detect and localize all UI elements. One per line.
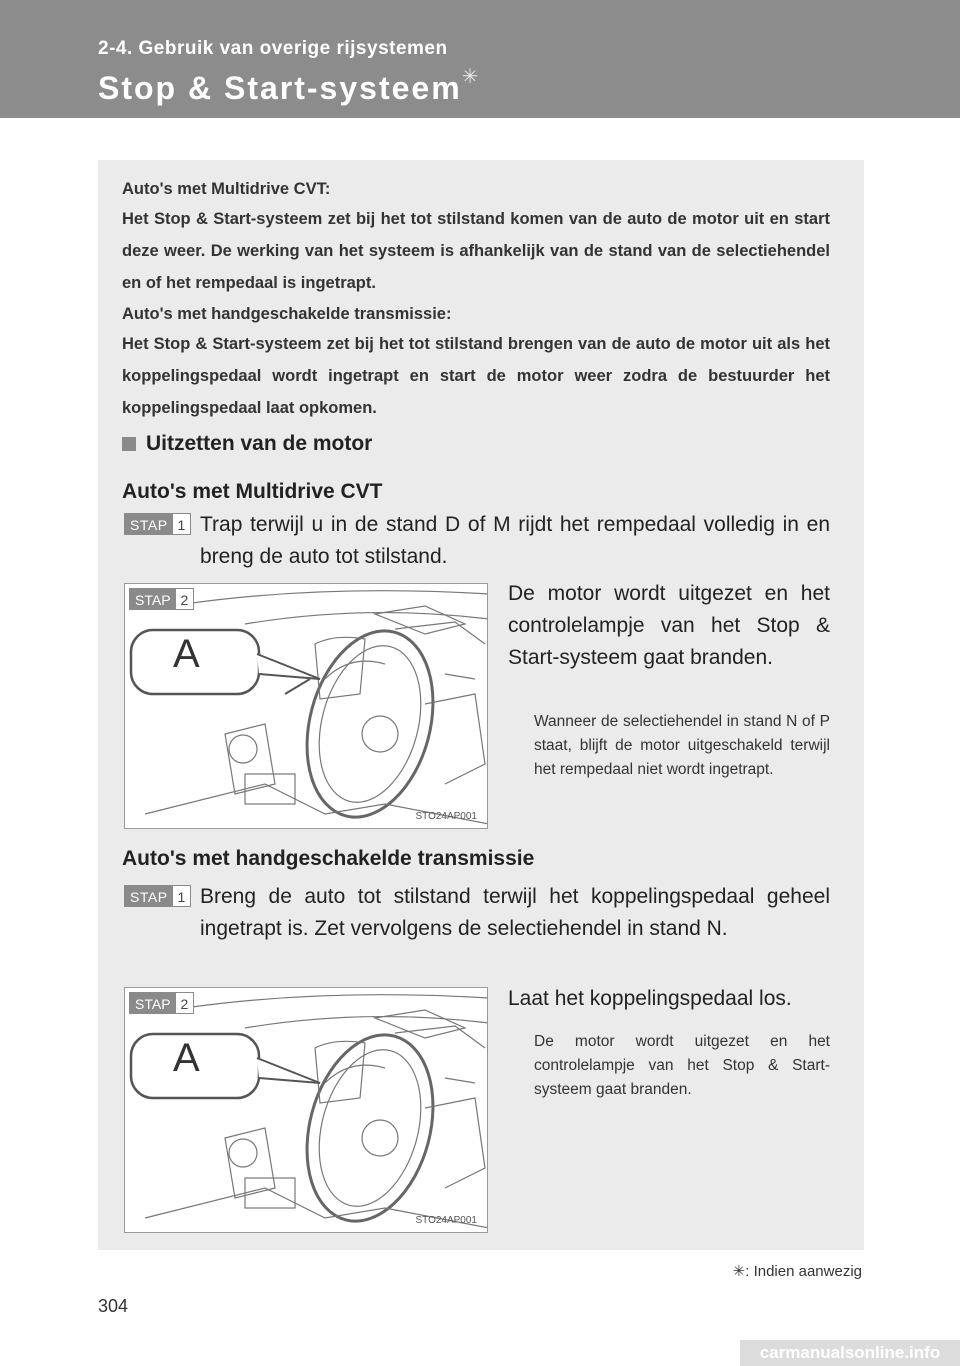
footnote (733, 1262, 862, 1280)
dashboard-drawing (125, 988, 488, 1233)
step-word: STAP (125, 514, 173, 534)
manual-step2-text: Laat het koppelingspedaal los. (508, 987, 792, 1010)
manual-step1-text: Breng de auto tot stilstand terwijl het koppelingspedaal geheel ingetrapt is. Zet vervolgens de selectiehendel in stand N. (200, 885, 830, 940)
cvt-step1-text: Trap terwijl u in de stand D of M rijdt het rempedaal volledig in en breng de auto tot stilstand. (200, 513, 830, 568)
manual-dashboard-illustration (124, 987, 488, 1233)
page-number: 304 (98, 1296, 129, 1316)
section-heading (122, 432, 372, 456)
manual-step2-badge (129, 992, 194, 1014)
cvt-step2-badge (129, 588, 194, 610)
callout-label: A (173, 632, 200, 676)
step-word: STAP (130, 993, 176, 1013)
manual-intro-label: Auto's met handgeschakelde transmissie: (122, 305, 452, 323)
manual-step2-note: De motor wordt uitgezet en het controlelampje van het Stop & Start-systeem gaat branden. (534, 1033, 830, 1098)
manual-intro-text: Het Stop & Start-systeem zet bij het tot stilstand brengen van de auto de motor uit als het koppelingspedaal wordt ingetrapt en start de motor weer zodra de bestuurder het koppelingspedaal laat opkomen. (122, 335, 830, 417)
page-header (0, 0, 960, 118)
step-number: 2 (176, 589, 194, 609)
step-number: 1 (173, 886, 191, 906)
cvt-step1-badge (124, 513, 191, 535)
cvt-step2-text: De motor wordt uitgezet en het controlelampje van het Stop & Start-systeem gaat branden. (508, 582, 830, 669)
step-number: 1 (173, 514, 191, 534)
figure-code: STO24AP001 (415, 1215, 477, 1226)
section-heading-text: Uitzetten van de motor (146, 432, 373, 455)
figure-code: STO24AP001 (415, 811, 477, 822)
watermark: carmanualsonline.info (740, 1340, 960, 1366)
section-label: 2-4. Gebruik van overige rijsystemen (98, 38, 448, 59)
step-number: 2 (176, 993, 194, 1013)
dashboard-drawing (125, 584, 488, 829)
page-title (98, 66, 479, 107)
asterisk-icon: ✳ (732, 1263, 746, 1280)
step-word: STAP (125, 886, 173, 906)
square-bullet-icon (122, 437, 136, 451)
cvt-intro-label: Auto's met Multidrive CVT: (122, 180, 331, 198)
cvt-step2-note: Wanneer de selectiehendel in stand N of P staat, blijft de motor uitgeschakeld terwijl het rempedaal niet wordt ingetrapt. (534, 713, 830, 778)
title-text: Stop & Start-systeem (98, 70, 462, 106)
cvt-heading: Auto's met Multidrive CVT (122, 480, 383, 503)
footnote-text: : Indien aanwezig (745, 1263, 862, 1280)
cvt-dashboard-illustration (124, 583, 488, 829)
callout-label: A (173, 1036, 200, 1080)
step-word: STAP (130, 589, 176, 609)
asterisk-icon: ✳ (461, 66, 479, 88)
manual-step1-badge (124, 885, 191, 907)
manual-heading: Auto's met handgeschakelde transmissie (122, 847, 535, 870)
cvt-intro-text: Het Stop & Start-systeem zet bij het tot stilstand komen van de auto de motor uit en start deze weer. De werking van het systeem is afhankelijk van de stand van de selectiehendel en of het rempedaal is ingetrapt. (122, 210, 830, 292)
